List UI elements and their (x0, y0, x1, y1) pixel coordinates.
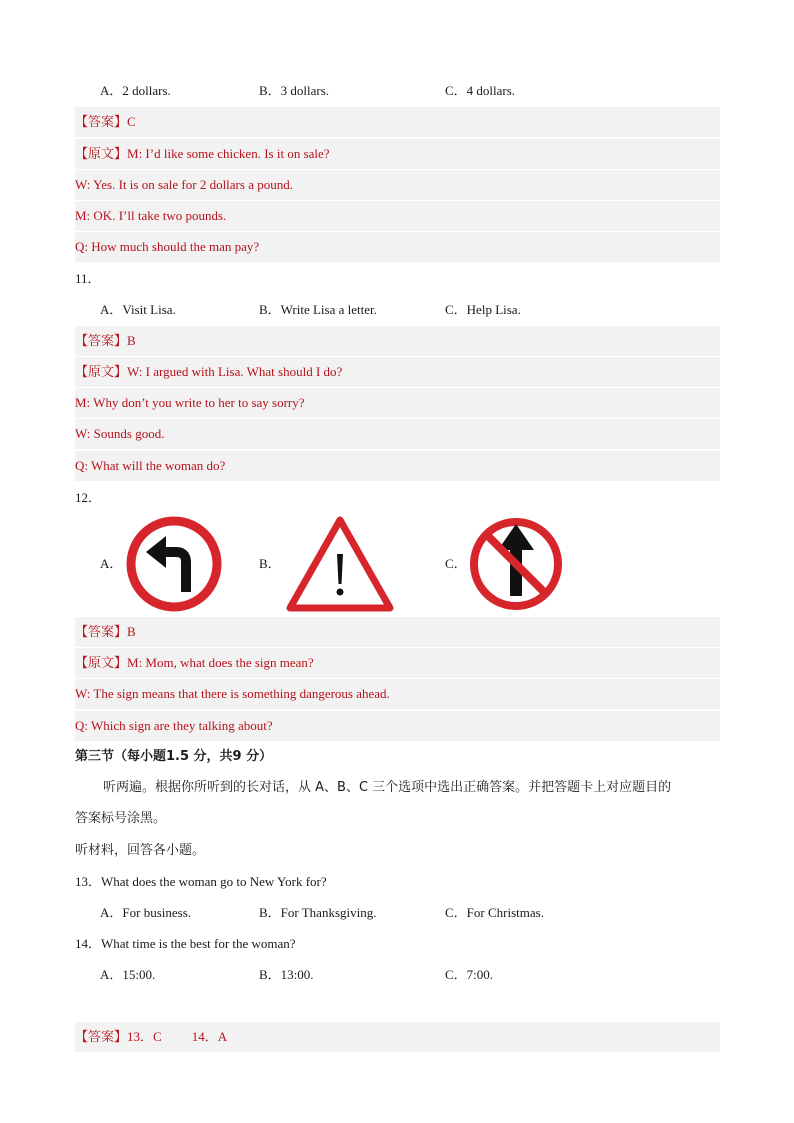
q13-option-b[interactable]: B．For Thanksgiving. (259, 905, 377, 920)
q14-option-c[interactable]: C．7:00. (445, 967, 494, 982)
q11-option-c[interactable]: C．Help Lisa. (445, 302, 521, 317)
answers-13-14 (75, 1022, 720, 1052)
answer-14: 14．A (191, 1029, 228, 1044)
q10-option-c[interactable]: C．4 dollars. (445, 83, 516, 98)
q14-option-a[interactable]: A．15:00. (100, 967, 156, 982)
q13-question: 13．What does the woman go to New York for? (75, 874, 327, 889)
answer-13: 13．C (127, 1029, 162, 1044)
q12-option-a-label[interactable]: A． (100, 556, 123, 571)
q11-option-a[interactable]: A．Visit Lisa. (100, 302, 176, 317)
q14-question: 14．What time is the best for the woman? (75, 936, 296, 951)
section-instruction-line2: 答案标号涂黑。 (75, 811, 167, 826)
left-turn-sign-icon[interactable] (124, 516, 224, 612)
q10-answer: 【答案】C (75, 107, 720, 137)
material-prompt: 听材料，回答各小题。 (75, 843, 206, 858)
q11-transcript-line: M: Why don’t you write to her to say sorry? (75, 388, 720, 418)
q10-option-a[interactable]: A．2 dollars. (100, 83, 171, 98)
transcript-tag: 【原文】 (75, 146, 128, 161)
q12-transcript-line: W: The sign means that there is something dangerous ahead. (75, 679, 720, 709)
section-heading: 第三节（每小题1.5 分，共9 分） (75, 749, 273, 764)
q14-option-b[interactable]: B．13:00. (259, 967, 314, 982)
q10-options (75, 76, 720, 106)
q10-transcript-line: W: Yes. It is on sale for 2 dollars a pound. (75, 170, 720, 200)
q13-options (75, 898, 720, 928)
q10-option-b[interactable]: B．3 dollars. (259, 83, 330, 98)
q13-option-a[interactable]: A．For business. (100, 905, 192, 920)
answer-tag: 【答案】 (75, 1029, 128, 1044)
q11-option-b[interactable]: B．Write Lisa a letter. (259, 302, 377, 317)
q11-options (75, 295, 720, 325)
q12-transcript-line: Q: Which sign are they talking about? (75, 711, 720, 741)
q12-transcript-line: 【原文】M: Mom, what does the sign mean? (75, 648, 720, 678)
q11-answer: 【答案】B (75, 326, 720, 356)
q10-transcript-line: M: OK. I’ll take two pounds. (75, 201, 720, 231)
warning-danger-sign-icon[interactable] (284, 514, 396, 614)
q10-transcript-line: Q: How much should the man pay? (75, 232, 720, 262)
q11-number: 11． (75, 271, 101, 286)
q12-option-c-label[interactable]: C． (445, 556, 467, 571)
transcript-tag: 【原文】 (75, 655, 128, 670)
q13-option-c[interactable]: C．For Christmas. (445, 905, 544, 920)
q12-number: 12． (75, 490, 102, 505)
transcript-tag: 【原文】 (75, 364, 128, 379)
q11-transcript-line: Q: What will the woman do? (75, 451, 720, 481)
q12-answer: 【答案】B (75, 617, 720, 647)
q11-transcript-line: W: Sounds good. (75, 419, 720, 449)
q10-transcript-line: 【原文】M: I’d like some chicken. Is it on sale? (75, 139, 720, 169)
section-instruction-line1: 听两遍。根据你所听到的长对话，从 A、B、C 三个选项中选出正确答案。并把答题卡上对应题目的 (103, 780, 672, 795)
no-straight-ahead-sign-icon[interactable] (468, 516, 564, 612)
q12-option-b-label[interactable]: B． (259, 556, 281, 571)
q11-transcript-line: 【原文】W: I argued with Lisa. What should I do? (75, 357, 720, 387)
q14-options (75, 960, 720, 990)
